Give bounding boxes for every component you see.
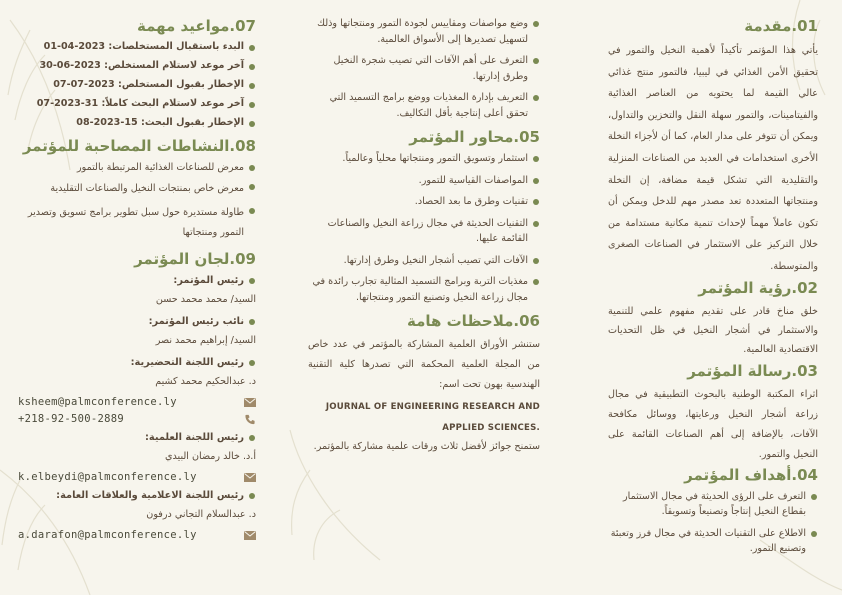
prep-email[interactable]: ksheem@palmconference.ly — [18, 396, 177, 408]
list-item: المواصفات القياسية للتمور. — [308, 173, 540, 189]
prep-label: رئيس اللجنة التحضيرية: — [130, 357, 244, 368]
sci-name: أ.د. خالد رمضان البيدي — [165, 451, 256, 462]
list-item: استثمار وتسويق التمور ومنتجاتها محلياً وعالمياً. — [308, 151, 540, 167]
committee-media — [18, 488, 256, 503]
committee-prep — [18, 355, 256, 370]
prep-name: د. عبدالحكيم محمد كشيم — [155, 376, 256, 387]
media-name: د. عبدالسلام التجاني درفون — [146, 509, 256, 520]
left-column — [18, 14, 256, 546]
goals-heading: 04.أهداف المؤتمر — [684, 465, 818, 484]
notes-body: ستنشر الأوراق العلمية المشاركة بالمؤتمر في عدد خاص من المجلة العلمية المحكمة التي تصدرها كلية التقنية الهندسية بهون تحت اسم: — [308, 339, 540, 390]
list-item: البدء باستقبال المستخلصات: 2023-04-01 — [18, 40, 256, 54]
media-label: رئيس اللجنة الاعلامية والعلاقات العامة: — [56, 490, 244, 501]
list-item: تقنيات وطرق ما بعد الحصاد. — [308, 194, 540, 210]
prep-email-row — [18, 396, 256, 408]
media-email-row — [18, 529, 256, 541]
activities-list — [18, 160, 256, 243]
right-column — [608, 14, 818, 563]
list-item: الإخطار بقبول المستخلص: 2023-07-07 — [18, 78, 256, 92]
journal-name-line2: APPLIED SCIENCES. — [442, 423, 540, 433]
list-item: التعريف بإدارة المغذيات ووضع برامج التسميد التي تحقق أعلى إنتاجية بأقل التكاليف. — [308, 90, 540, 121]
committee-scientific — [18, 430, 256, 445]
chair-label: رئيس المؤتمر: — [173, 275, 244, 286]
envelope-icon — [244, 473, 256, 482]
list-item: وضع مواصفات ومقاييس لجودة التمور ومنتجاتها وذلك لتسهيل تصديرها إلى الأسواق العالمية. — [308, 16, 540, 47]
notes-heading: 06.ملاحظات هامة — [406, 312, 540, 330]
middle-column — [308, 14, 540, 457]
list-item: مغذيات التربة وبرامج التسميد المثالية تجارب رائدة في مجال زراعة النخيل وتصنيع التمور ومنتجاتها. — [308, 274, 540, 305]
list-item: آخر موعد لاستلام المستخلص: 2023-06-30 — [18, 59, 256, 73]
envelope-icon — [244, 531, 256, 540]
activities-heading: 08.النشاطات المصاحبة للمؤتمر — [22, 137, 256, 155]
intro-body: يأتي هذا المؤتمر تأكيداً لأهمية النخيل والتمور في تحقيق الأمن الغذائي في ليبيا، فالتمور منتج غذائي عالي القيمة لما يحتويه من العناصر الغذائية والفيتامينات، والتمور سهلة النقل والتخزين والتداول، ويمكن أن تتوفر على مدار العام، كما أن لأجزاء النخلة الأخرى استخدامات في العديد من الصناعات المنزلية والتقليدية التي تشكل قيمة مضافة، إن النخلة ومنتجاتها المتعددة تعد مصدر مهم للدخل ويمكن أن تكون عاملاً مهماً لإحداث تنمية مكانية مستدامة من خلال التركيز على الاستثمار في الصناعات الصغرى والمتوسطة. — [608, 45, 818, 272]
list-item: الاطلاع على التقنيات الحديثة في مجال فرز وتعبئة وتصنيع التمور. — [608, 526, 818, 557]
intro-heading: 01.مقدمة — [744, 17, 818, 35]
notes-awards: ستمنح جوائز لأفضل ثلاث ورقات علمية مشاركة بالمؤتمر. — [313, 441, 540, 452]
list-item: التقنيات الحديثة في مجال زراعة النخيل والصناعات القائمة عليها. — [308, 216, 540, 247]
goals-list — [608, 489, 818, 557]
committee-vice — [18, 314, 256, 329]
prep-phone-row — [18, 413, 256, 425]
vice-label: نائب رئيس المؤتمر: — [148, 316, 244, 327]
sci-email-row — [18, 471, 256, 483]
axes-heading: 05.محاور المؤتمر — [409, 128, 540, 146]
chair-name: السيد/ محمد محمد حسن — [155, 294, 256, 305]
list-item: معرض للصناعات الغذائية المرتبطة بالتمور — [18, 160, 256, 175]
list-item: التعرف على الرؤى الحديثة في مجال الاستثمار بقطاع النخيل إنتاجاً وتصنيعاً وتسويقاً. — [608, 489, 818, 520]
committees-heading: 09.لجان المؤتمر — [134, 250, 256, 268]
sci-email[interactable]: k.elbeydi@palmconference.ly — [18, 471, 197, 483]
phone-icon — [244, 414, 256, 425]
axes-list — [308, 151, 540, 305]
media-email[interactable]: a.darafon@palmconference.ly — [18, 529, 197, 541]
list-item: آخر موعد لاستلام البحث كاملاً: 31-2023-07 — [18, 97, 256, 111]
prep-phone[interactable]: +218-92-500-2889 — [18, 413, 124, 425]
dates-list — [18, 40, 256, 130]
list-item: طاولة مستديرة حول سبل تطوير برامج تسويق وتصدير التمور ومنتجاتها — [18, 203, 256, 243]
committee-chair — [18, 273, 256, 288]
mission-body: اثراء المكتبة الوطنية بالبحوث التطبيقية في مجال زراعة أشجار النخيل ورعايتها، ووسائل مكافحة الآفات، بالإضافة إلى أهم الصناعات القائمة على النخيل والتمور. — [608, 388, 818, 460]
list-item: التعرف على أهم الآفات التي تصيب شجرة النخيل وطرق إدارتها. — [308, 53, 540, 84]
goals-continued-list — [308, 16, 540, 121]
dates-heading: 07.مواعيد مهمة — [136, 17, 256, 35]
list-item: الآفات التي تصيب أشجار النخيل وطرق إدارتها. — [308, 253, 540, 269]
list-item: الإخطار بقبول البحث: 15-2023-08 — [18, 116, 256, 130]
vision-heading: 02.رؤية المؤتمر — [698, 278, 818, 297]
envelope-icon — [244, 398, 256, 407]
journal-name-line1: JOURNAL OF ENGINEERING RESEARCH AND — [325, 402, 540, 412]
sci-label: رئيس اللجنة العلمية: — [144, 432, 244, 443]
vice-name: السيد/ إبراهيم محمد نصر — [155, 335, 256, 346]
mission-heading: 03.رسالة المؤتمر — [687, 361, 818, 380]
vision-body: خلق مناخ قادر على تقديم مفهوم علمي للتنمية والاستثمار في أشجار النخيل في ظل التحديات الاقتصادية العالمية. — [608, 305, 818, 355]
list-item: معرض خاص بمنتجات النخيل والصناعات التقليدية — [18, 179, 256, 199]
